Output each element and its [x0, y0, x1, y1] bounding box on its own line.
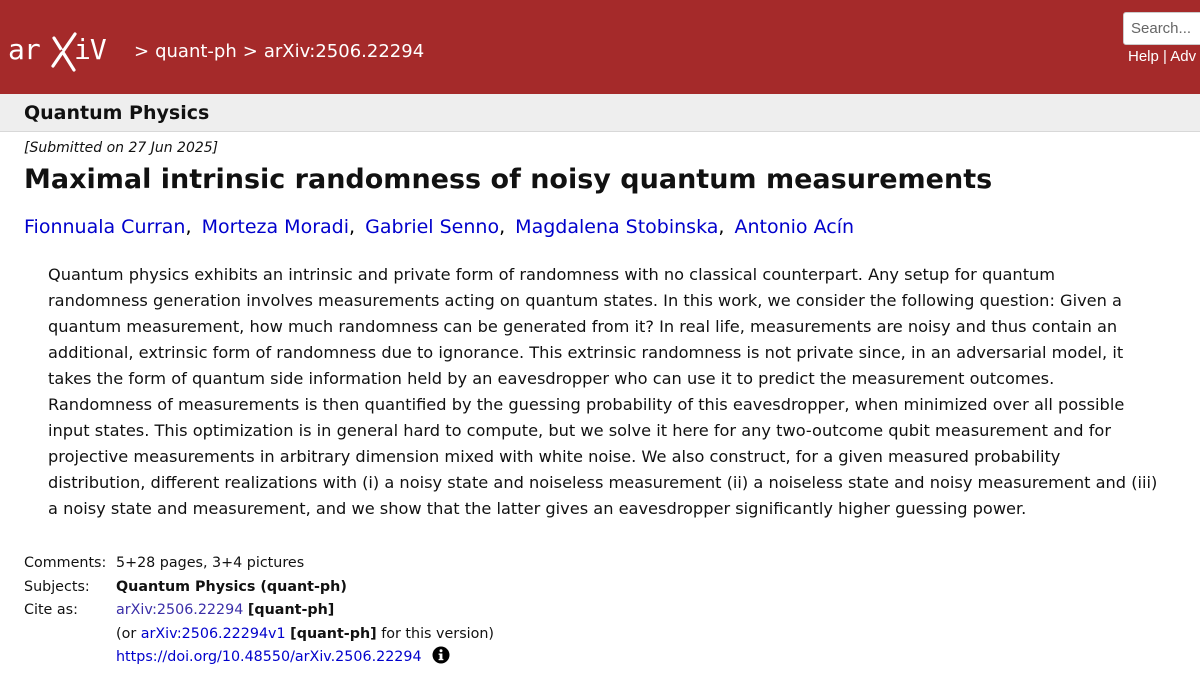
subject-bar [0, 94, 1200, 132]
comments-value: 5+28 pages, 3+4 pictures [116, 555, 305, 571]
svg-text:iV: iV [74, 33, 106, 66]
abstract-line: a noisy state and measurement, and we show that the latter gives an eavesdropper significantly higher guessing power. [48, 499, 1027, 518]
abstract-line: Randomness of measurements is then quantified by the guessing probability of this eavesdropper, when minimized over all possible [48, 395, 1125, 414]
cite-id-link[interactable]: arXiv:2506.22294 [116, 602, 244, 618]
author-link[interactable]: Antonio Acín [734, 216, 855, 238]
abstract-line: distribution, different realizations with (i) a noisy state and noiseless measurement (ii) a noiseless state and noisy measurement and (iii) [48, 473, 1158, 492]
author-separator: , [349, 216, 356, 238]
top-header [0, 0, 1200, 94]
author-separator: , [499, 216, 506, 238]
author-link[interactable]: Fionnuala Curran [24, 216, 186, 238]
subjects-label: Subjects: [24, 578, 90, 595]
abstract-line: quantum measurement, how much randomness can be generated from it? In real life, measurements are noisy and thus contain an [48, 317, 1118, 336]
author-link[interactable]: Morteza Moradi [201, 216, 349, 238]
breadcrumb-category[interactable]: quant-ph [155, 41, 237, 62]
doi-link[interactable]: https://doi.org/10.48550/arXiv.2506.22294 [116, 649, 422, 665]
comments-label: Comments: [24, 555, 107, 571]
subject-title: Quantum Physics [24, 102, 210, 124]
version-category: [quant-ph] [290, 625, 377, 642]
subjects-value: Quantum Physics (quant-ph) [116, 578, 347, 595]
breadcrumb-separator: > [242, 41, 258, 62]
abstract-line: projective measurements in arbitrary dimension mixed with white noise. We also construct, for a given measured probability [48, 447, 1061, 466]
breadcrumb [128, 40, 424, 64]
search-input[interactable] [1123, 12, 1200, 45]
abstract-line: additional, extrinsic form of randomness due to ignorance. This extrinsic randomness is not private since, in an adversarial model, it [48, 343, 1124, 362]
svg-text:ar: ar [8, 33, 40, 66]
cite-label: Cite as: [24, 602, 78, 618]
version-prefix: (or [116, 625, 137, 642]
cite-category: [quant-ph] [247, 602, 335, 618]
version-id-link[interactable]: arXiv:2506.22294v1 [140, 625, 286, 642]
author-separator: , [185, 216, 192, 238]
paper-title: Maximal intrinsic randomness of noisy quantum measurements [24, 164, 993, 195]
arxiv-logo[interactable] [8, 30, 126, 72]
submission-date: [Submitted on 27 Jun 2025] [24, 140, 219, 156]
version-suffix: for this version) [381, 625, 494, 642]
help-link[interactable]: Help [1128, 48, 1159, 65]
link-divider: | [1163, 48, 1167, 65]
author-link[interactable]: Gabriel Senno [365, 216, 500, 238]
abstract-line: takes the form of quantum side information held by an eavesdropper who can use it to predict the measurement outcomes. [48, 369, 1055, 388]
breadcrumb-paper-id: arXiv:2506.22294 [263, 41, 425, 62]
abstract-line: Quantum physics exhibits an intrinsic and private form of randomness with no classical counterpart. Any setup for quantum [48, 265, 1056, 284]
help-links [1128, 48, 1196, 65]
abstract [48, 262, 1168, 522]
advanced-search-link[interactable]: Adv [1170, 48, 1197, 65]
author-list [24, 216, 854, 238]
abstract-line: input states. This optimization is in general hard to compute, but we solve it here for any two-outcome qubit measurement and for [48, 421, 1111, 440]
abstract-line: randomness generation involves measurements acting on quantum states. In this work, we consider the following question: Given a [48, 291, 1122, 310]
author-link[interactable]: Magdalena Stobinska [515, 216, 719, 238]
author-separator: , [718, 216, 725, 238]
info-icon[interactable] [432, 646, 450, 664]
breadcrumb-separator: > [134, 41, 150, 62]
